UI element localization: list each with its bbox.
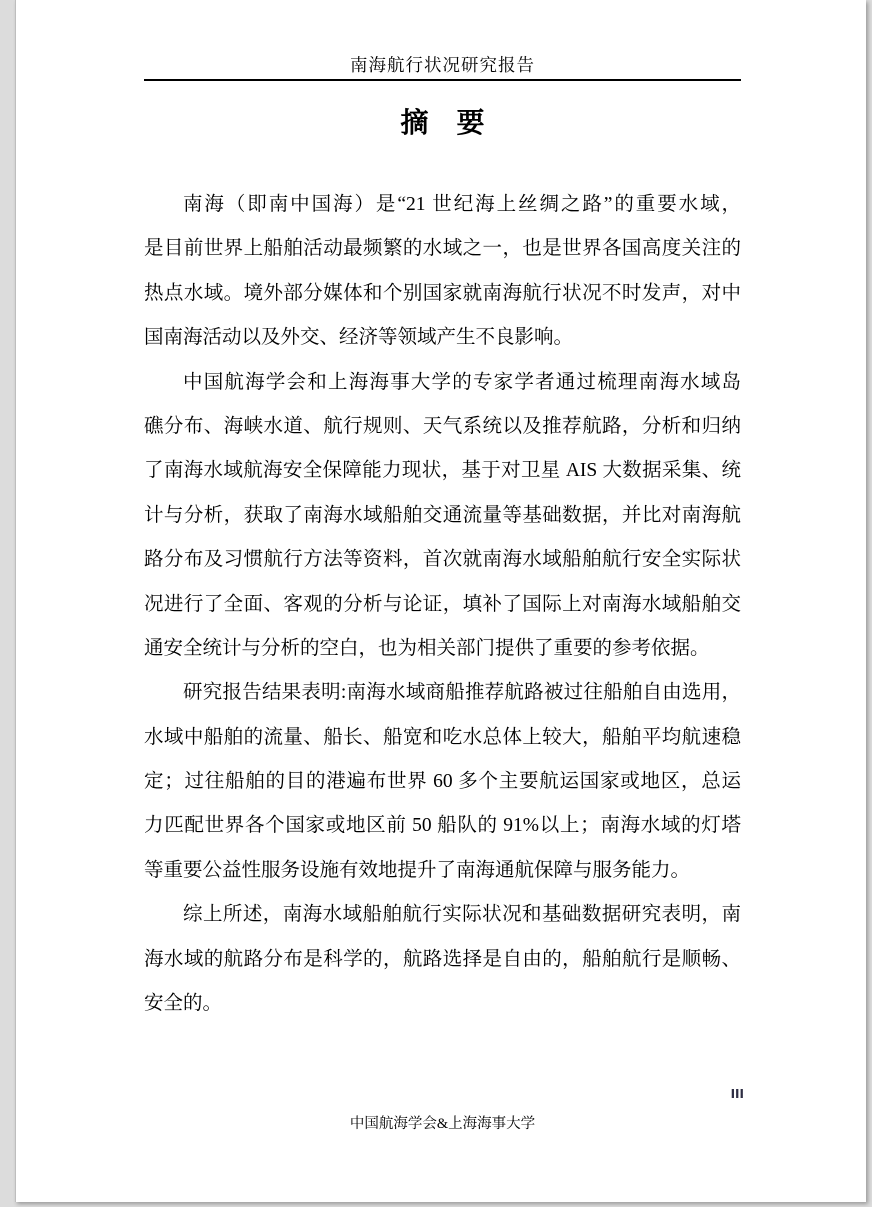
body-line: 国南海活动以及外交、经济等领域产生不良影响。 [144, 327, 574, 349]
body-line: 定；过往船舶的目的港遍布世界 60 多个主要航运国家或地区，总运 [144, 771, 741, 793]
body-line: 等重要公益性服务设施有效地提升了南海通航保障与服务能力。 [144, 859, 691, 881]
body-line: 了南海水域航海安全保障能力现状，基于对卫星 AIS 大数据采集、统 [144, 460, 741, 482]
body-line: 计与分析，获取了南海水域船舶交通流量等基础数据，并比对南海航 [144, 504, 741, 526]
body-line: 水域中船舶的流量、船长、船宽和吃水总体上较大，船舶平均航速稳 [144, 726, 741, 748]
body-line: 海水域的航路分布是科学的，航路选择是自由的，船舶航行是顺畅、 [144, 948, 741, 970]
page-number: III [730, 1087, 744, 1101]
body-line: 综上所述，南海水域船舶航行实际状况和基础数据研究表明，南 [183, 904, 741, 926]
body-line: 中国航海学会和上海海事大学的专家学者通过梳理南海水域岛 [183, 371, 741, 393]
header-rule [144, 79, 741, 81]
body-line: 是目前世界上船舶活动最频繁的水域之一，也是世界各国高度关注的 [144, 238, 741, 260]
body-line: 研究报告结果表明:南海水域商船推荐航路被过往船舶自由选用， [183, 682, 741, 704]
paragraph [144, 361, 741, 672]
body-line: 礁分布、海峡水道、航行规则、天气系统以及推荐航路，分析和归纳 [144, 415, 741, 437]
paragraph [144, 671, 741, 893]
body-line: 南海（即南中国海）是“21 世纪海上丝绸之路”的重要水域， [183, 194, 741, 215]
paragraph [144, 183, 741, 361]
body-line: 通安全统计与分析的空白，也为相关部门提供了重要的参考依据。 [144, 637, 710, 659]
body-line: 热点水域。境外部分媒体和个别国家就南海航行状况不时发声，对中 [144, 282, 741, 304]
footer-organization: 中国航海学会&上海海事大学 [349, 1116, 536, 1132]
abstract-body [144, 183, 741, 1026]
document-page [15, 0, 866, 1202]
running-header: 南海航行状况研究报告 [350, 55, 535, 75]
body-line: 力匹配世界各个国家或地区前 50 船队的 91%以上；南海水域的灯塔 [144, 815, 741, 837]
body-line: 路分布及习惯航行方法等资料，首次就南海水域船舶航行安全实际状 [144, 549, 741, 571]
body-line: 安全的。 [144, 993, 223, 1015]
abstract-title: 摘 要 [400, 108, 485, 139]
body-line: 况进行了全面、客观的分析与论证，填补了国际上对南海水域船舶交 [144, 593, 741, 615]
paragraph [144, 893, 741, 1026]
